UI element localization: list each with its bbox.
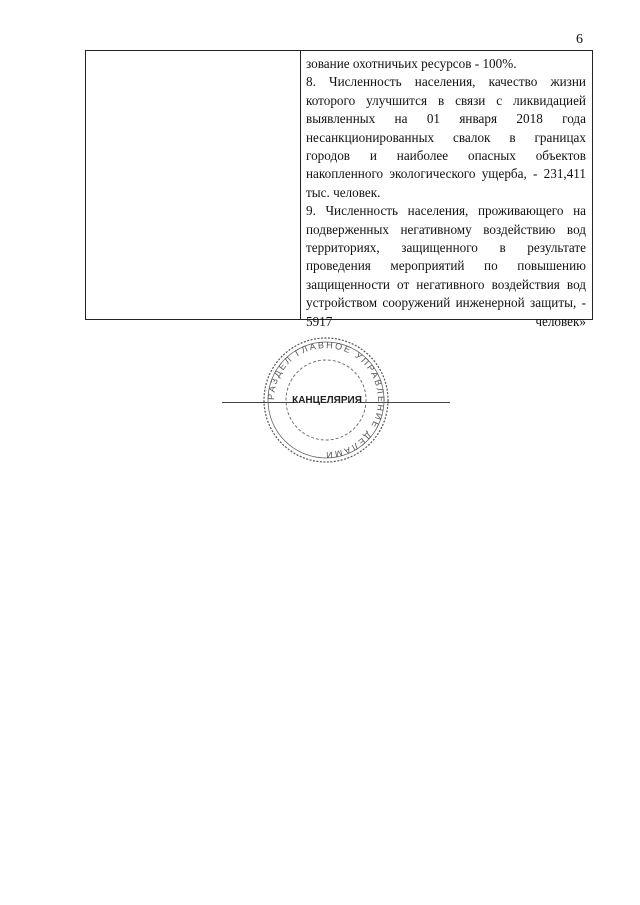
paragraph-continuation: зование охотничьих ресурсов - 100%. [306, 56, 517, 71]
seal-ring-text: РАЗДЕЛ ГЛАВНОЕ УПРАВЛЕНИЕ ДЕЛАМИ [265, 339, 387, 461]
table-right-cell [306, 55, 586, 331]
table-column-divider [300, 51, 301, 319]
seal-center-text: КАНЦЕЛЯРИЯ [292, 395, 362, 406]
paragraph-item-9: 9. Численность населения, проживающего на подверженных негативному воздействию вод территориях, защищенного в результате проведения мероприятий по повышению защищенности от негативного воздействия вод устройством сооружений инженерной защиты, - 5917 человек» [306, 203, 586, 329]
page-number: 6 [576, 32, 583, 47]
official-seal [258, 336, 394, 464]
document-table [85, 50, 593, 329]
paragraph-item-8: 8. Численность населения, качество жизни которого улучшится в связи с ликвидацией выявленных на 01 января 2018 года несанкционированных свалок в границах городов и наиболее опасных объектов накопленного экологического ущерба, - 231,411 тыс. человек. [306, 74, 586, 200]
